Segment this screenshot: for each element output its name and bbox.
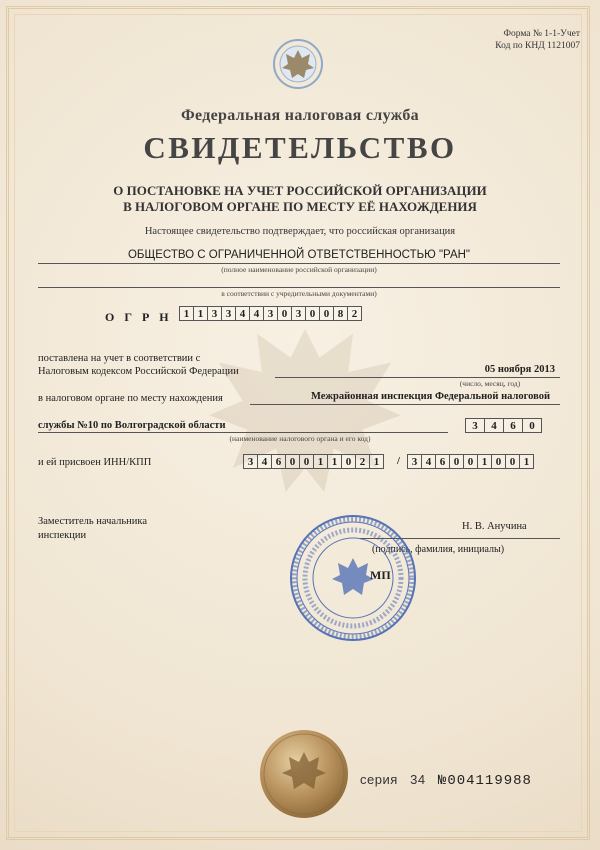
inn-digit: 4	[257, 454, 272, 469]
kpp-digit: 0	[491, 454, 506, 469]
serial-value: №004119988	[437, 773, 532, 789]
ogrn-digit: 8	[333, 306, 348, 321]
kpp-digit: 6	[435, 454, 450, 469]
org-name-underline	[38, 263, 560, 264]
ogrn-digit: 3	[291, 306, 306, 321]
authority-line1: Межрайонная инспекция Федеральной налоговой	[310, 391, 550, 402]
gold-seal-icon	[258, 728, 350, 820]
ogrn-digit: 2	[347, 306, 362, 321]
inn-digit: 3	[243, 454, 258, 469]
kpp-boxes	[408, 454, 534, 469]
authority-line2: службы №10 по Волгоградской области	[38, 420, 226, 431]
ogrn-digit: 0	[277, 306, 292, 321]
kpp-digit: 0	[449, 454, 464, 469]
signer-name: Н. В. Анучина	[462, 521, 527, 532]
subtitle-line1: О ПОСТАНОВКЕ НА УЧЕТ РОССИЙСКОЙ ОРГАНИЗАЦИИ	[113, 183, 487, 198]
tax-service-emblem-icon	[268, 36, 328, 92]
authority-code-digit: 4	[484, 418, 504, 433]
certificate-title: СВИДЕТЕЛЬСТВО	[143, 130, 457, 165]
inn-digit: 6	[271, 454, 286, 469]
serial-label: серия	[360, 772, 398, 787]
signer-position-line2: инспекции	[38, 530, 87, 541]
ogrn-boxes	[180, 306, 362, 321]
inn-digit: 1	[313, 454, 328, 469]
registration-line1: поставлена на учет в соответствии с	[38, 353, 201, 364]
org-docs-caption: в соответствии с учредительными документами)	[221, 289, 377, 298]
org-name-caption: (полное наименование российской организации)	[221, 265, 377, 274]
ogrn-digit: 1	[193, 306, 208, 321]
ogrn-digit: 0	[319, 306, 334, 321]
form-code	[495, 28, 580, 52]
form-number: Форма № 1-1-Учет	[503, 29, 580, 39]
ogrn-digit: 3	[207, 306, 222, 321]
confirm-text: Настоящее свидетельство подтверждает, что российская организация	[144, 226, 456, 237]
ogrn-digit: 4	[235, 306, 250, 321]
authority-prefix: в налоговом органе по месту нахождения	[38, 393, 223, 404]
kpp-digit: 1	[477, 454, 492, 469]
inn-digit: 1	[369, 454, 384, 469]
inn-digit: 2	[355, 454, 370, 469]
kpp-digit: 1	[519, 454, 534, 469]
inn-boxes	[244, 454, 384, 469]
date-underline	[275, 377, 560, 378]
inn-digit: 1	[327, 454, 342, 469]
ogrn-digit: 1	[179, 306, 194, 321]
authority-code-digit: 6	[503, 418, 523, 433]
inn-digit: 0	[299, 454, 314, 469]
serial-number	[360, 772, 532, 789]
ogrn-digit: 4	[249, 306, 264, 321]
stamp-label: МП	[370, 568, 391, 582]
inn-digit: 0	[341, 454, 356, 469]
authority-underline2	[38, 432, 448, 433]
official-stamp-icon	[288, 513, 418, 643]
kpp-digit: 4	[421, 454, 436, 469]
subtitle-line2: В НАЛОГОВОМ ОРГАНЕ ПО МЕСТУ ЕЁ НАХОЖДЕНИЯ	[123, 199, 477, 214]
organization-name: ОБЩЕСТВО С ОГРАНИЧЕННОЙ ОТВЕТСТВЕННОСТЬЮ "РАН"	[127, 249, 470, 261]
serial-series: 34	[410, 772, 426, 787]
registration-line2: Налоговым кодексом Российской Федерации	[38, 366, 239, 377]
registration-date: 05 ноября 2013	[484, 364, 555, 375]
date-caption: (число, месяц, год)	[459, 379, 521, 388]
kpp-digit: 3	[407, 454, 422, 469]
authority-code-digit: 3	[465, 418, 485, 433]
signer-position-line1: Заместитель начальника	[38, 516, 148, 527]
ogrn-digit: 3	[263, 306, 278, 321]
service-name: Федеральная налоговая служба	[181, 107, 419, 124]
authority-code-digit: 0	[522, 418, 542, 433]
authority-caption: (наименование налогового органа и его код)	[229, 434, 371, 443]
kpp-digit: 0	[463, 454, 478, 469]
inn-kpp-separator: /	[397, 456, 400, 467]
ogrn-digit: 3	[221, 306, 236, 321]
inn-digit: 0	[285, 454, 300, 469]
signature-caption: (подпись, фамилия, инициалы)	[372, 544, 505, 555]
kpp-digit: 0	[505, 454, 520, 469]
ogrn-digit: 0	[305, 306, 320, 321]
ogrn-label: ОГРН	[105, 310, 179, 324]
knd-code: Код по КНД 1121007	[495, 41, 580, 51]
inn-kpp-label: и ей присвоен ИНН/КПП	[38, 457, 152, 468]
authority-underline1	[250, 404, 560, 405]
authority-code-boxes	[466, 418, 542, 433]
org-docs-underline	[38, 287, 560, 288]
